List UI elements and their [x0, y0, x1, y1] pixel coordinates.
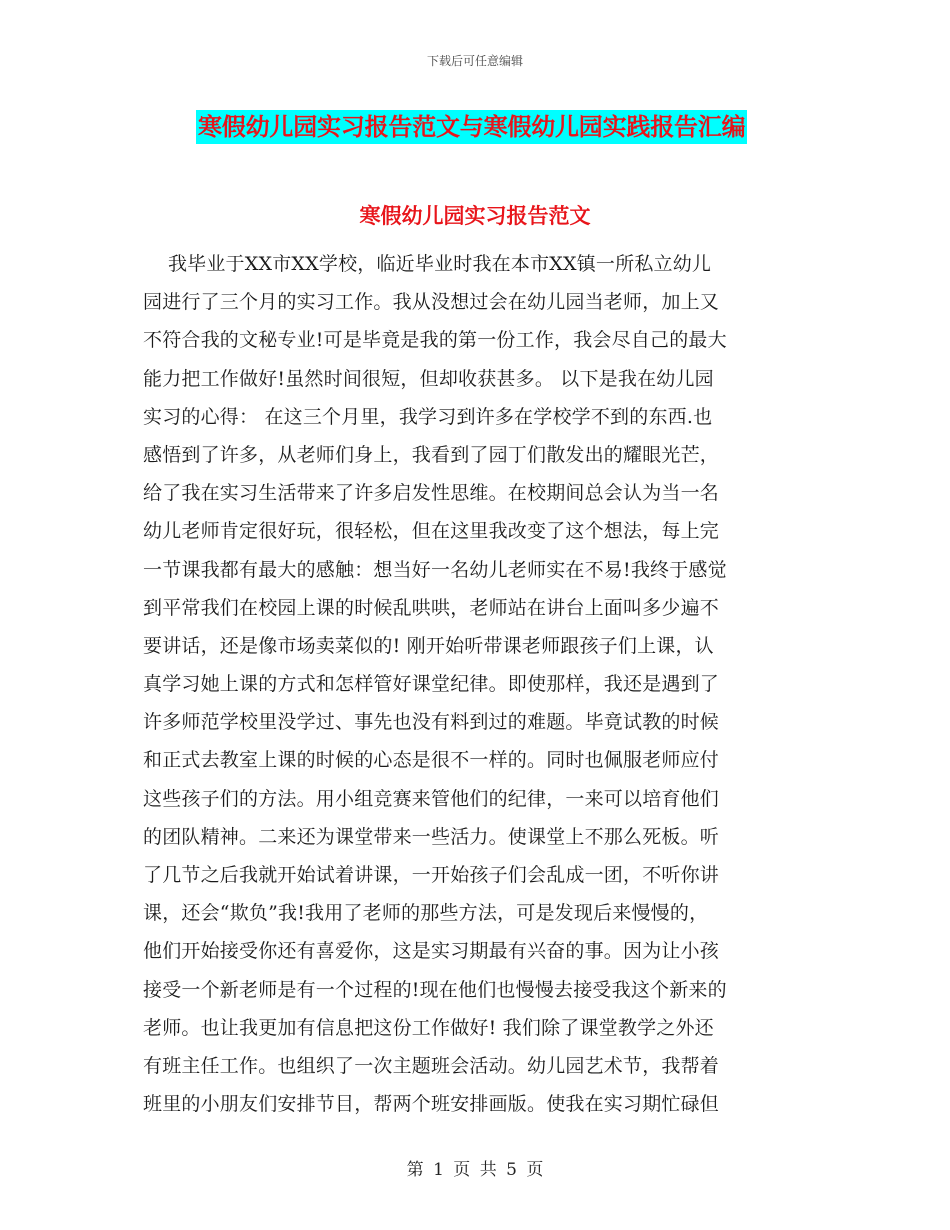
text-line: 许多师范学校里没学过、事先也没有料到过的难题。毕竟试教的时候 [143, 711, 720, 734]
text-line: 一节课我都有最大的感触：想当好一名幼儿老师实在不易!我终于感觉 [143, 558, 727, 581]
text-line: 我毕业于XX市XX学校，临近毕业时我在本市XX镇一所私立幼儿 [143, 253, 712, 275]
text-line: 真学习她上课的方式和怎样管好课堂纪律。即使那样，我还是遇到了 [143, 673, 720, 696]
text-line: 能力把工作做好!虽然时间很短，但却收获甚多。 以下是我在幼儿园 [143, 367, 714, 390]
text-line: 和正式去教室上课的时候的心态是很不一样的。同时也佩服老师应付 [143, 749, 720, 772]
section-title: 寒假幼儿园实习报告范文 [359, 203, 591, 228]
text-line: 到平常我们在校园上课的时候乱哄哄，老师站在讲台上面叫多少遍不 [143, 596, 720, 619]
header-note: 下载后可任意编辑 [426, 54, 523, 68]
text-line: 课，还会“欺负”我!我用了老师的那些方法，可是发现后来慢慢的， [143, 902, 709, 925]
page-number: 第 1 页 共 5 页 [406, 1160, 544, 1180]
text-line: 这些孩子们的方法。用小组竞赛来管他们的纪律，一来可以培育他们 [143, 787, 720, 810]
text-line: 要讲话，还是像市场卖菜似的! 刚开始听带课老师跟孩子们上课，认 [143, 634, 714, 657]
text-line: 接受一个新老师是有一个过程的!现在他们也慢慢去接受我这个新来的 [143, 978, 727, 1001]
text-line: 实习的心得： 在这三个月里，我学习到许多在学校学不到的东西.也 [143, 405, 713, 428]
text-line: 的团队精神。二来还为课堂带来一些活力。使课堂上不那么死板。听 [143, 825, 720, 848]
text-line: 他们开始接受你还有喜爱你，这是实习期最有兴奋的事。因为让小孩 [143, 940, 720, 963]
text-line: 不符合我的文秘专业!可是毕竟是我的第一份工作，我会尽自己的最大 [143, 329, 727, 352]
text-line: 给了我在实习生活带来了许多启发性思维。在校期间总会认为当一名 [143, 482, 720, 505]
text-line: 有班主任工作。也组织了一次主题班会活动。幼儿园艺术节，我帮着 [143, 1054, 720, 1077]
body-paragraph [143, 245, 808, 1123]
text-line: 老师。也让我更加有信息把这份工作做好! 我们除了课堂教学之外还 [143, 1016, 714, 1039]
document-title: 寒假幼儿园实习报告范文与寒假幼儿园实践报告汇编 [196, 110, 747, 144]
text-line: 感悟到了许多，从老师们身上，我看到了园丁们散发出的耀眼光芒， [143, 443, 720, 466]
text-line: 幼儿老师肯定很好玩，很轻松，但在这里我改变了这个想法，每上完 [143, 520, 720, 543]
text-line: 了几节之后我就开始试着讲课，一开始孩子们会乱成一团，不听你讲 [143, 864, 720, 886]
text-line: 园进行了三个月的实习工作。我从没想过会在幼儿园当老师，加上又 [143, 291, 720, 314]
text-line: 班里的小朋友们安排节目，帮两个班安排画版。使我在实习期忙碌但 [143, 1093, 720, 1116]
